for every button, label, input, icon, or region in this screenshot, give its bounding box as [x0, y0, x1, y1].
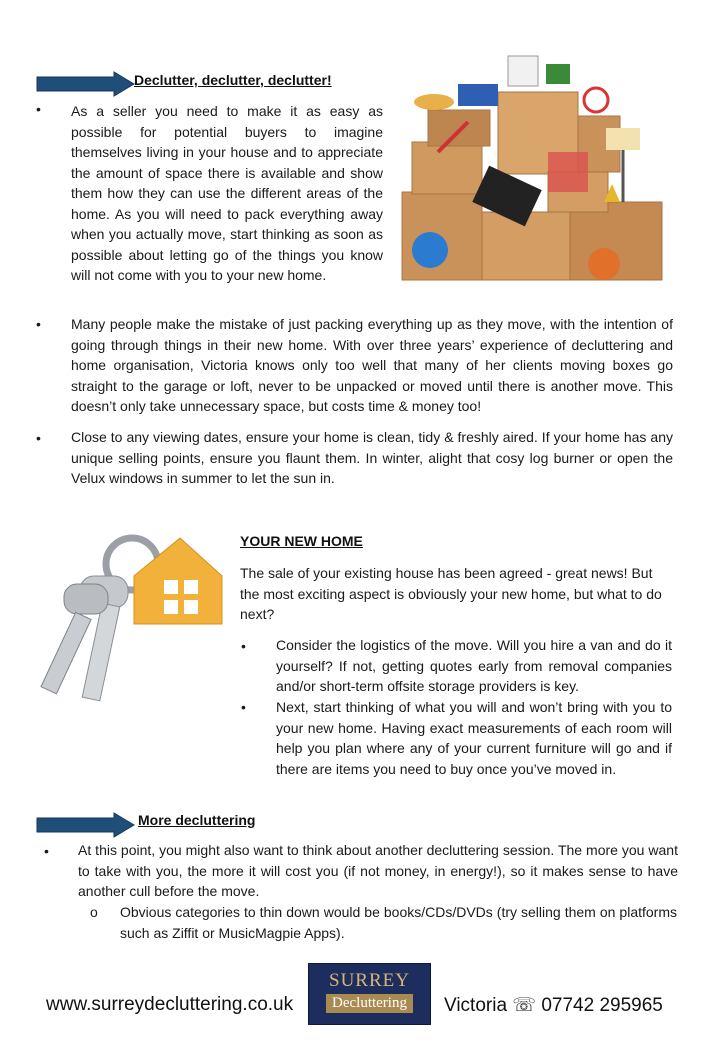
moving-boxes-illustration: [398, 52, 666, 282]
phone-number[interactable]: 07742 295965: [541, 995, 663, 1016]
section-heading-new-home: YOUR NEW HOME: [240, 533, 363, 549]
logo-line-2: Decluttering: [326, 994, 413, 1013]
section-heading-declutter: Declutter, declutter, declutter!: [134, 72, 332, 88]
phone-icon: ☏: [512, 995, 537, 1016]
paragraph-logistics: Consider the logistics of the move. Will you hire a van and do it yourself? If not, getting quotes early from removal companies and/or short-term offsite storage providers is key.: [276, 637, 672, 694]
bullet-marker: •: [241, 638, 246, 654]
arrow-icon: [36, 71, 136, 97]
paragraph-another-session: At this point, you might also want to think about another decluttering session. The more you want to take with you, the more it will cost you (if not money, in energy!), so it makes sense to have another cull before the move.: [78, 842, 678, 899]
paragraph-new-home-intro: The sale of your existing house has been agreed - great news! But the most exciting aspect is obviously your new home, but what to do next?: [240, 565, 662, 622]
paragraph-viewing-dates: Close to any viewing dates, ensure your home is clean, tidy & freshly aired. If your home has any unique selling points, ensure you flaunt them. In winter, alight that cosy log burner or open the Velux windows in summer to let the sun in.: [71, 429, 673, 486]
bullet-marker: •: [44, 843, 49, 859]
sub-bullet-marker: o: [90, 904, 98, 920]
company-logo: [308, 963, 431, 1025]
bullet-marker: •: [36, 430, 41, 446]
paragraph-categories: Obvious categories to thin down would be books/CDs/DVDs (try selling them on platforms such as Ziffit or MusicMagpie Apps).: [120, 904, 677, 941]
bullet-marker: •: [36, 101, 41, 117]
paragraph-measurements: Next, start thinking of what you will and won’t bring with you to your new home. Having exact measurements of each room will help you plan where any of your current furniture will go and if there are items you need to buy once you’ve moved in.: [276, 699, 672, 777]
website-link[interactable]: www.surreydecluttering.co.uk: [46, 994, 294, 1015]
section-heading-more-decluttering: More decluttering: [138, 812, 256, 828]
footer-contact: [444, 994, 663, 1017]
paragraph-seller-ease: As a seller you need to make it as easy as possible for potential buyers to imagine themselves living in your house and to appreciate the amount of space there is available and show them how they can use the different areas of the home. As you will need to pack everything away when you actually move, start thinking as soon as possible about letting go of the things you know will not come with you to your new home.: [71, 103, 383, 283]
bullet-marker: •: [241, 699, 246, 715]
logo-line-1: SURREY: [329, 970, 410, 991]
contact-name: Victoria: [444, 995, 508, 1016]
paragraph-packing-mistake: Many people make the mistake of just packing everything up as they move, with the intention of going through things in their new home. With over three years’ experience of decluttering and home organisation, Victoria knows only too well that many of her clients moving boxes go straight to the garage or loft, never to be unpacked or moved until there is another move. This doesn’t only take unnecessary space, but costs time & money too!: [71, 316, 673, 414]
house-keys-illustration: [22, 524, 227, 706]
bullet-marker: •: [36, 316, 41, 332]
arrow-icon: [36, 812, 136, 838]
